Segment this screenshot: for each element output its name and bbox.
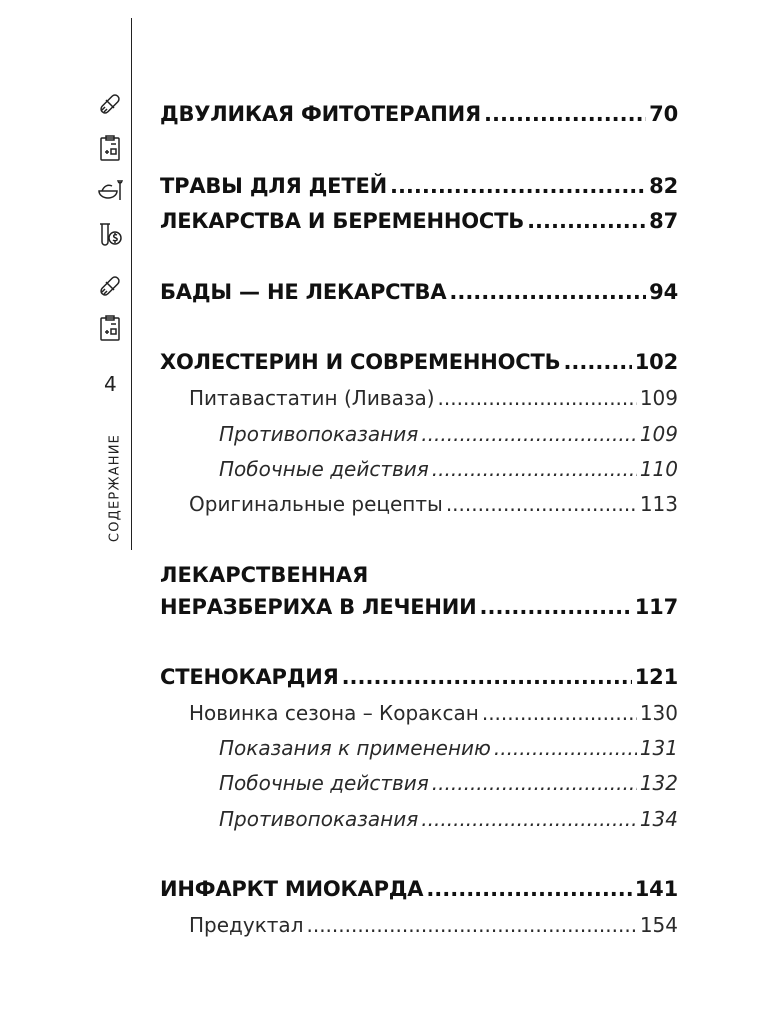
toc-entry[interactable] (219, 807, 678, 831)
toc-title: Питавастатин (Ливаза) (189, 386, 435, 410)
toc-title: Новинка сезона – Кораксан (189, 701, 479, 725)
pill-capsule-icon (96, 90, 124, 118)
toc-title: Оригинальные рецепты (189, 492, 443, 516)
toc-title-line1: ЛЕКАРСТВЕННАЯ (160, 563, 369, 587)
toc-page: 102 (634, 350, 678, 374)
toc-entry[interactable] (160, 174, 678, 198)
toc-page: 134 (639, 807, 678, 831)
toc-page: 117 (634, 595, 678, 619)
toc-title: Показания к применению (219, 736, 491, 760)
toc-entry[interactable] (160, 280, 678, 304)
toc-page: 109 (639, 386, 678, 410)
toc-page: 109 (639, 422, 678, 446)
section-label: СОДЕРЖАНИЕ (107, 433, 123, 543)
toc-entry[interactable] (160, 350, 678, 374)
toc-page: 94 (649, 280, 678, 304)
toc-entry[interactable] (160, 209, 678, 233)
toc-page: 141 (634, 877, 678, 901)
toc-entry[interactable] (189, 386, 678, 410)
toc-entry[interactable] (160, 595, 678, 619)
toc-title: ЛЕКАРСТВА И БЕРЕМЕННОСТЬ (160, 209, 525, 233)
page-number: 4 (104, 372, 117, 396)
herbal-bowl-icon (96, 176, 124, 204)
toc-page: 82 (649, 174, 678, 198)
toc-entry[interactable] (160, 102, 678, 126)
toc-entry[interactable] (219, 457, 678, 481)
toc-entry[interactable] (189, 492, 678, 516)
toc-entry[interactable] (219, 422, 678, 446)
toc-title: ХОЛЕСТЕРИН И СОВРЕМЕННОСТЬ (160, 350, 561, 374)
toc-title: Побочные действия (219, 771, 429, 795)
toc-page: 87 (649, 209, 678, 233)
toc-title: Побочные действия (219, 457, 429, 481)
toc-page: 154 (639, 913, 678, 937)
toc-title: ДВУЛИКАЯ ФИТОТЕРАПИЯ (160, 102, 482, 126)
toc-entry[interactable] (160, 665, 678, 689)
sidebar-divider (131, 18, 132, 550)
toc-page: 121 (634, 665, 678, 689)
toc-title: Противопоказания (219, 422, 419, 446)
money-vial-icon (96, 220, 124, 248)
toc-title: НЕРАЗБЕРИХА В ЛЕЧЕНИИ (160, 595, 477, 619)
toc-entry[interactable] (160, 877, 678, 901)
toc-title: Противопоказания (219, 807, 419, 831)
toc-page: 132 (639, 771, 678, 795)
toc-page: 130 (639, 701, 678, 725)
toc-page: 131 (639, 736, 678, 760)
medical-chart-icon (96, 134, 124, 162)
toc-title: ИНФАРКТ МИОКАРДА (160, 877, 424, 901)
toc-title: ТРАВЫ ДЛЯ ДЕТЕЙ (160, 174, 387, 198)
toc-title: Предуктал (189, 913, 304, 937)
toc-title: БАДЫ — НЕ ЛЕКАРСТВА (160, 280, 447, 304)
toc-page: 113 (639, 492, 678, 516)
toc-page: 110 (639, 457, 678, 481)
toc-entry[interactable] (189, 701, 678, 725)
medical-chart-icon (96, 314, 124, 342)
toc-page: 70 (649, 102, 678, 126)
toc-entry[interactable] (189, 913, 678, 937)
toc-entry[interactable] (219, 771, 678, 795)
toc-title: СТЕНОКАРДИЯ (160, 665, 339, 689)
toc-entry[interactable] (219, 736, 678, 760)
pill-capsule-icon (96, 272, 124, 300)
